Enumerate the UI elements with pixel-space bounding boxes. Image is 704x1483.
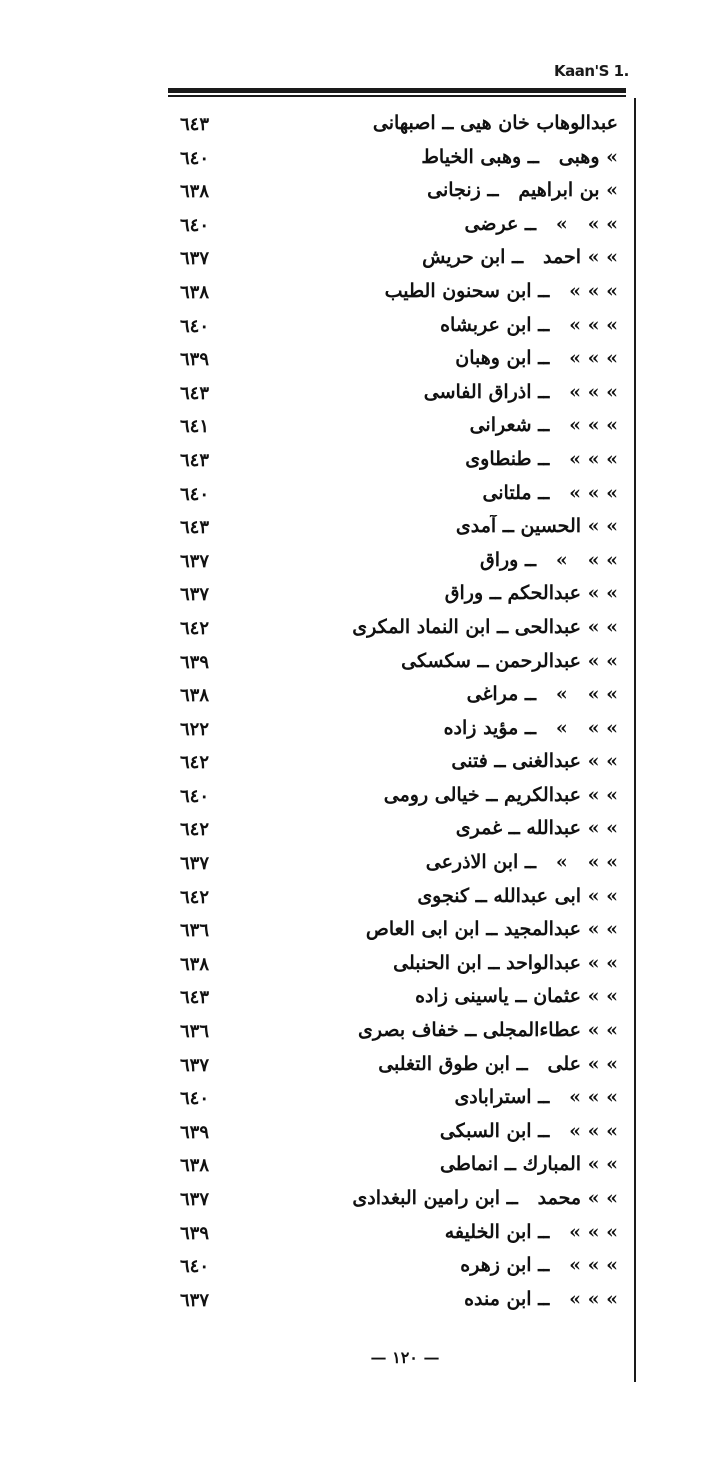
index-entry bbox=[0, 748, 704, 782]
entry-page-number: ٦٤٢ bbox=[180, 886, 210, 908]
entry-name: » » على ــ ابن طوق التغلبى bbox=[378, 1052, 618, 1075]
entry-name: » » عبدالكريم ــ خيالى رومى bbox=[383, 783, 618, 806]
entry-name: » » » ــ ابن الخليفه bbox=[444, 1220, 618, 1243]
index-entry bbox=[0, 244, 704, 278]
entry-name: » » عبدالحكم ــ وراق bbox=[444, 582, 618, 605]
index-entry bbox=[0, 1286, 704, 1320]
entry-name: » » » ــ ابن الاذرعى bbox=[425, 851, 618, 874]
index-entry bbox=[0, 815, 704, 849]
entry-page-number: ٦٤٠ bbox=[180, 315, 210, 337]
index-entry bbox=[0, 144, 704, 178]
entry-name: » » » ــ وراق bbox=[479, 548, 618, 571]
entry-name: » » » ــ مراغى bbox=[466, 683, 618, 706]
index-entry bbox=[0, 110, 704, 144]
entry-name: » » » ــ استرابادى bbox=[454, 1086, 618, 1109]
entry-name: » » » ــ ابن عربشاه bbox=[440, 313, 618, 336]
entry-page-number: ٦٤٣ bbox=[180, 517, 210, 539]
index-entry bbox=[0, 312, 704, 346]
index-entry bbox=[0, 1252, 704, 1286]
entry-page-number: ٦٣٩ bbox=[180, 349, 210, 371]
index-entry bbox=[0, 446, 704, 480]
entry-page-number: ٦٣٩ bbox=[180, 1121, 210, 1143]
entry-page-number: ٦٤٣ bbox=[180, 987, 210, 1009]
entry-page-number: ٦٣٩ bbox=[180, 1222, 210, 1244]
entry-name: » » » ــ ابن السبكى bbox=[439, 1119, 618, 1142]
entry-page-number: ٦٤٠ bbox=[180, 147, 210, 169]
entry-page-number: ٦٣٨ bbox=[180, 685, 210, 707]
entry-name: » » الحسين ــ آمدى bbox=[455, 515, 618, 538]
index-entry bbox=[0, 648, 704, 682]
entry-name: » » ابى عبدالله ــ كنجوى bbox=[417, 884, 618, 907]
entry-name: » » عبدالرحمن ــ سكسكى bbox=[401, 649, 618, 672]
entry-page-number: ٦٣٧ bbox=[180, 248, 210, 270]
entry-name: » وهبى ــ وهبى الخياط bbox=[421, 145, 618, 168]
entry-name: » » » ــ مؤيد زاده bbox=[443, 716, 618, 739]
entry-name: » » » ــ طنطاوى bbox=[465, 447, 618, 470]
entry-page-number: ٦٤١ bbox=[180, 416, 210, 438]
index-entry bbox=[0, 1017, 704, 1051]
entry-page-number: ٦٣٦ bbox=[180, 1021, 210, 1043]
entry-page-number: ٦٣٩ bbox=[180, 651, 210, 673]
entry-page-number: ٦٤٢ bbox=[180, 752, 210, 774]
entry-name: » » عبدالغنى ــ فتنى bbox=[451, 750, 618, 773]
entry-name: » » عطاءالمجلى ــ خفاف بصرى bbox=[357, 1019, 618, 1042]
entry-name: » » عبدالواحد ــ ابن الحنبلى bbox=[393, 951, 618, 974]
index-entry bbox=[0, 983, 704, 1017]
entry-name: » بن ابراهيم ــ زنجانى bbox=[427, 179, 618, 202]
index-entry bbox=[0, 1118, 704, 1152]
index-entry bbox=[0, 883, 704, 917]
entry-name: » » » ــ ملتانى bbox=[482, 481, 618, 504]
entry-name: » » عبدالمجيد ــ ابن ابى العاص bbox=[365, 918, 618, 941]
index-entry bbox=[0, 345, 704, 379]
top-rule bbox=[168, 88, 626, 97]
index-entry bbox=[0, 614, 704, 648]
index-entry bbox=[0, 1151, 704, 1185]
entry-page-number: ٦٣٧ bbox=[180, 1189, 210, 1210]
entry-page-number: ٦٣٨ bbox=[180, 953, 210, 975]
index-entry bbox=[0, 379, 704, 413]
entry-name: » » » ــ شعرانى bbox=[469, 414, 618, 437]
entry-page-number: ٦٤٢ bbox=[180, 617, 210, 639]
entry-page-number: ٦٣٨ bbox=[180, 181, 210, 203]
entry-page-number: ٦٣٧ bbox=[180, 1054, 210, 1076]
index-entry bbox=[0, 412, 704, 446]
entry-page-number: ٦٤٣ bbox=[180, 449, 210, 471]
index-entry bbox=[0, 278, 704, 312]
running-head: Kaan'S 1. bbox=[554, 62, 629, 80]
entry-name: » » المبارك ــ انماطى bbox=[439, 1153, 618, 1176]
entry-page-number: ٦٣٧ bbox=[180, 1289, 210, 1311]
entry-page-number: ٦٣٧ bbox=[180, 584, 210, 606]
entry-page-number: ٦٣٨ bbox=[180, 281, 210, 303]
entry-name: » » » ــ ابن وهبان bbox=[455, 347, 618, 370]
entry-page-number: ٦٤٠ bbox=[180, 1256, 210, 1278]
index-entry bbox=[0, 177, 704, 211]
index-entry bbox=[0, 547, 704, 581]
entry-page-number: ٦٤٣ bbox=[180, 382, 210, 404]
entry-page-number: ٦٣٧ bbox=[180, 853, 210, 875]
entry-name: » » عبدالحى ــ ابن النماد المكرى bbox=[352, 615, 618, 638]
entry-name: » » » ــ ابن منده bbox=[464, 1287, 618, 1310]
index-entry-list bbox=[0, 110, 704, 1319]
entry-name: » » عبدالله ــ غمرى bbox=[455, 817, 618, 840]
entry-page-number: ٦٤٢ bbox=[180, 819, 210, 841]
entry-name: » » محمد ــ ابن رامين البغدادى bbox=[352, 1187, 618, 1209]
index-entry bbox=[0, 1051, 704, 1085]
index-entry bbox=[0, 849, 704, 883]
index-entry bbox=[0, 681, 704, 715]
index-entry bbox=[0, 480, 704, 514]
entry-name: » » » ــ اذراق الفاسى bbox=[423, 380, 618, 403]
index-entry bbox=[0, 211, 704, 245]
entry-name: » » احمد ــ ابن حريش bbox=[422, 246, 618, 269]
index-entry bbox=[0, 513, 704, 547]
index-entry bbox=[0, 580, 704, 614]
footer-page-number: — ١٢٠ — bbox=[370, 1348, 440, 1367]
index-entry bbox=[0, 950, 704, 984]
index-entry bbox=[0, 916, 704, 950]
index-entry bbox=[0, 715, 704, 749]
index-entry bbox=[0, 782, 704, 816]
entry-page-number: ٦٤٠ bbox=[180, 214, 210, 236]
entry-page-number: ٦٤٠ bbox=[180, 785, 210, 807]
entry-name: » » عثمان ــ ياسينى زاده bbox=[415, 985, 618, 1008]
entry-page-number: ٦٣٨ bbox=[180, 1155, 210, 1177]
entry-page-number: ٦٣٦ bbox=[180, 920, 210, 942]
entry-name: عبدالوهاب خان هيى ــ اصبهانى bbox=[372, 112, 618, 134]
entry-page-number: ٦٢٢ bbox=[180, 718, 210, 740]
index-entry bbox=[0, 1084, 704, 1118]
entry-page-number: ٦٣٧ bbox=[180, 550, 210, 572]
entry-name: » » » ــ ابن زهره bbox=[460, 1254, 618, 1277]
entry-name: » » » ــ عرضى bbox=[464, 212, 618, 235]
entry-page-number: ٦٤٠ bbox=[180, 1088, 210, 1110]
entry-page-number: ٦٤٣ bbox=[180, 114, 210, 135]
entry-page-number: ٦٤٠ bbox=[180, 483, 210, 505]
entry-name: » » » ــ ابن سحنون الطيب bbox=[384, 279, 618, 302]
index-entry bbox=[0, 1219, 704, 1253]
index-entry bbox=[0, 1185, 704, 1219]
